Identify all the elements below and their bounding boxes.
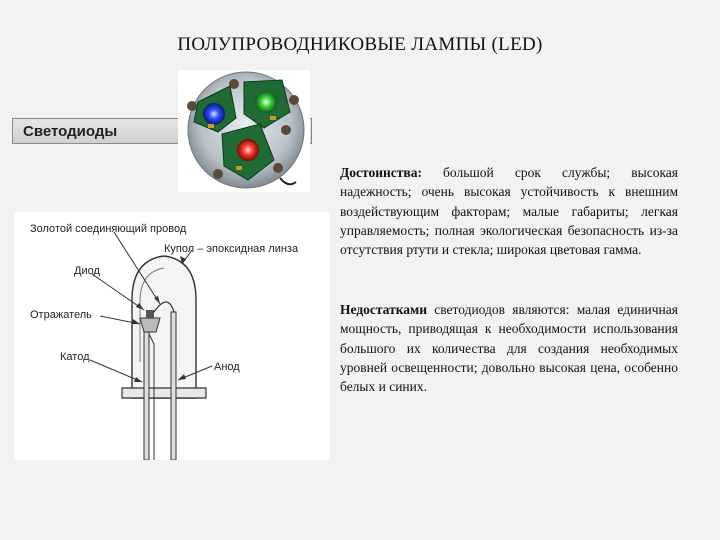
advantages-text: большой срок службы; высокая надежность; очень высокая устойчивость к внешним воздействующим факторам; малые габариты; легкая управляемость; полная экологическая безопасность из-за отсутствия ртути и стекла; широкая цветовая гамма.	[340, 165, 678, 258]
label-diode: Диод	[74, 265, 100, 277]
label-anode: Анод	[214, 361, 240, 373]
advantages-paragraph	[340, 163, 678, 259]
disadvantages-heading: Недостатками	[340, 302, 428, 317]
disadvantages-paragraph	[340, 300, 678, 396]
label-cathode: Катод	[60, 351, 90, 363]
label-reflector: Отражатель	[30, 309, 92, 321]
slide-title: ПОЛУПРОВОДНИКОВЫЕ ЛАМПЫ (LED)	[177, 34, 543, 55]
advantages-heading: Достоинства:	[340, 165, 422, 180]
label-gold-wire: Золотой соединяющий провод	[30, 223, 187, 235]
led-structure-diagram	[14, 212, 330, 460]
led-module-photo	[178, 70, 310, 192]
disadvantages-text: светодиодов являются: малая единичная мощность, приводящая к необходимости использования большого их количества для создания необходимых уровней освещенности; довольно высокая цена, особенно белых и синих.	[340, 302, 678, 395]
section-bar-label: Светодиоды	[23, 123, 118, 140]
label-dome: Купол – эпоксидная линза	[164, 243, 299, 255]
